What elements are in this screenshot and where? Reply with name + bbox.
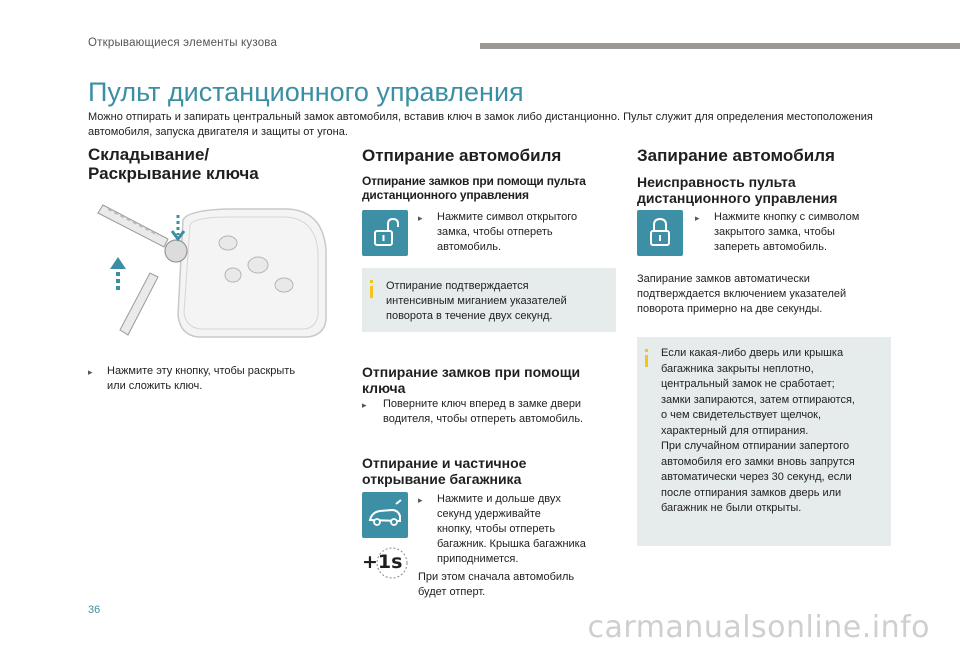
col2-note-line2: интенсивным миганием указателей bbox=[386, 295, 567, 307]
col2-sub2-line1: Отпирание замков при помощи bbox=[362, 364, 581, 380]
col2-sub1-text-line3: автомобиль. bbox=[437, 241, 502, 253]
section-header: Открывающиеся элементы кузова bbox=[88, 37, 278, 49]
key-fold-illustration bbox=[88, 195, 338, 350]
col3-note-line11: багажник не были открыты. bbox=[661, 502, 802, 514]
unlock-icon bbox=[362, 210, 408, 256]
col3-sub1-bullet: ▸ bbox=[695, 213, 700, 223]
col3-note bbox=[637, 337, 891, 546]
col3-heading: Запирание автомобиля bbox=[637, 146, 835, 165]
col2-sub3-text-line4: багажник. Крышка багажника bbox=[437, 538, 586, 550]
col1-instruction-line1: Нажмите эту кнопку, чтобы раскрыть bbox=[107, 365, 296, 377]
col1-heading bbox=[88, 145, 259, 183]
page-title: Пульт дистанционного управления bbox=[88, 77, 524, 107]
lock-icon bbox=[637, 210, 683, 256]
col3-note-line8: автомобиля его замки вновь запрутся bbox=[661, 455, 855, 468]
col3-para-line2: подтверждается включением указателей bbox=[637, 288, 847, 300]
col2-sub2-heading bbox=[362, 364, 580, 396]
note-marker-dot bbox=[370, 280, 373, 283]
col2-sub3-line2: открывание багажника bbox=[362, 471, 522, 487]
col2-sub1-heading bbox=[362, 174, 586, 202]
col2-sub2-bullet: ▸ bbox=[362, 400, 367, 410]
col2-sub3-after-line1: При этом сначала автомобиль bbox=[418, 571, 575, 583]
col2-note-line1: Отпирание подтверждается bbox=[386, 280, 529, 292]
col2-sub1-line1: Отпирание замков при помощи пульта bbox=[362, 174, 586, 188]
hold-timer-icon bbox=[362, 546, 408, 580]
col3-note-line6: характерный для отпирания. bbox=[661, 424, 809, 437]
hold-label: +1s bbox=[362, 551, 403, 573]
col3-para-line3: поворота примерно на две секунды. bbox=[637, 303, 823, 315]
col3-note-line9: автоматически через 30 секунд, если bbox=[661, 471, 852, 483]
trunk-icon bbox=[362, 492, 408, 538]
col3-note-line3: центральный замок не сработает; bbox=[661, 378, 835, 390]
col3-sub1-text-line3: запереть автомобиль. bbox=[714, 241, 828, 253]
col3-sub1-text-line1: Нажмите кнопку с символом bbox=[714, 211, 860, 223]
col3-sub1-line1: Неисправность пульта bbox=[637, 174, 796, 190]
col2-sub2-text-line1: Поверните ключ вперед в замке двери bbox=[383, 398, 582, 410]
col2-heading: Отпирание автомобиля bbox=[362, 146, 562, 165]
col3-note-line1: Если какая-либо дверь или крышка bbox=[661, 347, 844, 359]
col2-note-line3: поворота в течение двух секунд. bbox=[386, 310, 553, 322]
col3-para-line1: Запирание замков автоматически bbox=[637, 273, 810, 285]
col2-note-text bbox=[386, 279, 567, 324]
col2-sub3-after bbox=[418, 570, 574, 600]
col2-sub1-text-line2: замка, чтобы отпереть bbox=[437, 226, 553, 238]
col3-note-line10: после отпирания замков дверь или bbox=[661, 486, 842, 499]
col2-sub3-text-line5: приподнимется. bbox=[437, 553, 519, 565]
col2-sub1-text bbox=[437, 210, 577, 255]
col3-note-line4: замки запираются, затем отпираются, bbox=[661, 393, 855, 406]
col2-sub2-text-line2: водителя, чтобы отпереть автомобиль. bbox=[383, 413, 584, 425]
col1-heading-line2: Раскрывание ключа bbox=[88, 164, 259, 183]
col3-note-text bbox=[661, 346, 855, 517]
col3-paragraph bbox=[637, 272, 846, 317]
col1-instruction-line2: или сложить ключ. bbox=[107, 380, 203, 392]
col3-sub1-line2: дистанционного управления bbox=[637, 190, 838, 206]
col1-instruction bbox=[107, 364, 295, 394]
col3-note-line5: о чем свидетельствует щелчок, bbox=[661, 409, 822, 421]
note-marker-dot bbox=[645, 349, 648, 352]
col2-sub3-line1: Отпирание и частичное bbox=[362, 455, 527, 471]
col2-sub3-text-line2: секунд удерживайте bbox=[437, 508, 541, 520]
col2-sub3-text-line1: Нажмите и дольше двух bbox=[437, 493, 561, 505]
col2-sub1-text-line1: Нажмите символ открытого bbox=[437, 211, 578, 223]
note-marker-stem bbox=[645, 355, 648, 367]
col2-sub2-line2: ключа bbox=[362, 380, 406, 396]
col2-sub2-text bbox=[383, 397, 583, 427]
col2-sub3-bullet: ▸ bbox=[418, 495, 423, 505]
col2-sub3-after-line2: будет отперт. bbox=[418, 586, 486, 598]
col2-sub1-bullet: ▸ bbox=[418, 213, 423, 223]
intro-paragraph: Можно отпирать и запирать центральный замок автомобиля, вставив ключ в замок либо дистанционно. Пульт служит для определения местоположения автомобиля, запуска двигателя и защиты от угона. bbox=[88, 111, 873, 138]
col1-bullet-marker: ▸ bbox=[88, 367, 93, 377]
col3-sub1-heading bbox=[637, 174, 837, 206]
col3-sub1-text-line2: закрытого замка, чтобы bbox=[714, 226, 835, 238]
col2-sub3-text-line3: кнопку, чтобы отпереть bbox=[437, 523, 556, 535]
col2-sub3-heading bbox=[362, 455, 526, 487]
watermark: carmanualsonline.info bbox=[587, 610, 930, 645]
col1-heading-line1: Складывание/ bbox=[88, 145, 210, 164]
header-rule bbox=[480, 43, 960, 49]
col2-note bbox=[362, 268, 616, 332]
page-number: 36 bbox=[88, 604, 101, 616]
col2-sub1-line2: дистанционного управления bbox=[362, 188, 529, 202]
col2-sub3-text bbox=[437, 492, 586, 567]
col3-note-line2: багажника закрыты неплотно, bbox=[661, 362, 814, 375]
note-marker-stem bbox=[370, 286, 373, 298]
col3-note-line7: При случайном отпирании запертого bbox=[661, 440, 850, 452]
col3-sub1-text bbox=[714, 210, 859, 255]
